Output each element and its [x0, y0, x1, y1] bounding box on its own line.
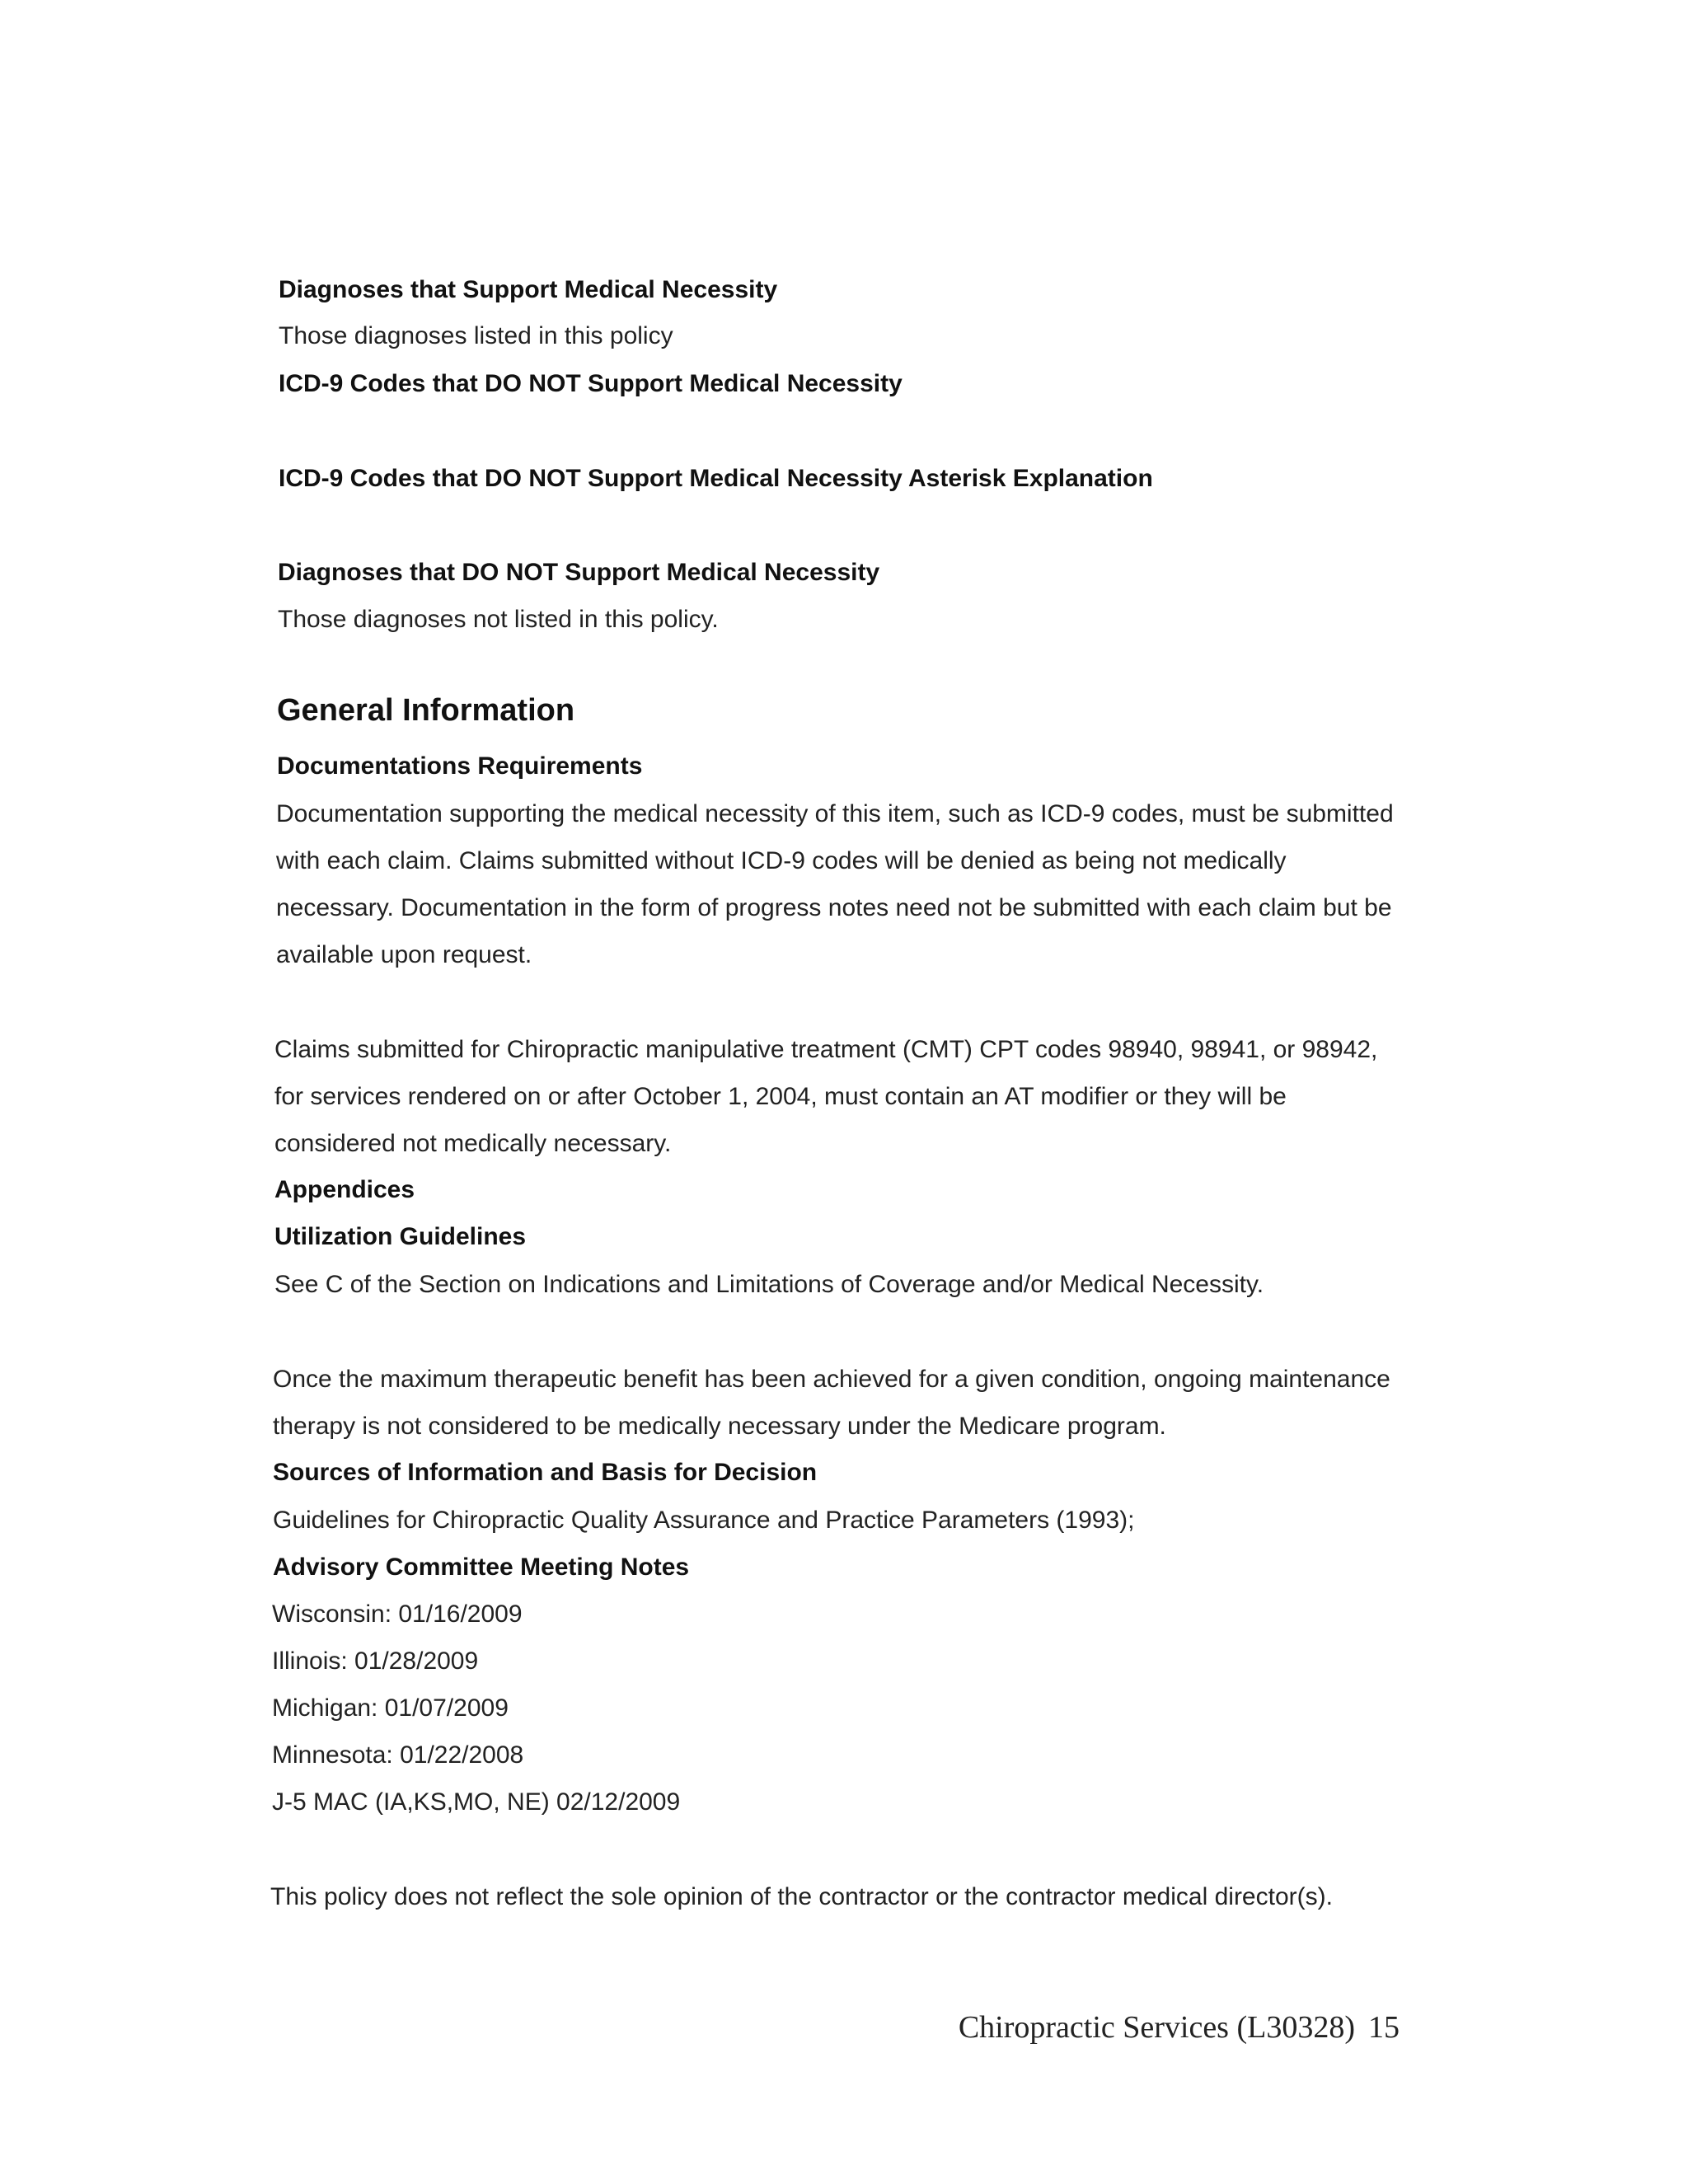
- support-heading: Diagnoses that Support Medical Necessity: [279, 276, 778, 303]
- appendices-heading: Appendices: [274, 1176, 415, 1203]
- page-footer: [959, 2009, 1400, 2046]
- advisory-item: Michigan: 01/07/2009: [272, 1694, 509, 1722]
- advisory-item: J-5 MAC (IA,KS,MO, NE) 02/12/2009: [272, 1788, 681, 1816]
- doc-req-para1-line: necessary. Documentation in the form of progress notes need not be submitted with each claim but be: [276, 894, 1392, 921]
- utilization-heading: Utilization Guidelines: [274, 1223, 527, 1250]
- doc-req-heading: Documentations Requirements: [277, 752, 643, 780]
- advisory-heading: Advisory Committee Meeting Notes: [273, 1554, 690, 1581]
- page-number: 15: [1368, 2010, 1400, 2045]
- footer-title: Chiropractic Services (L30328): [958, 2010, 1355, 2045]
- doc-req-para2-line: considered not medically necessary.: [274, 1130, 672, 1157]
- doc-req-para2-line: Claims submitted for Chiropractic manipulative treatment (CMT) CPT codes 98940, 98941, or 98942,: [274, 1036, 1378, 1063]
- sources-heading: Sources of Information and Basis for Decision: [273, 1459, 818, 1486]
- icd9-not-support-heading: ICD-9 Codes that DO NOT Support Medical Necessity: [279, 370, 903, 397]
- support-text: Those diagnoses listed in this policy: [279, 322, 673, 349]
- utilization-text: See C of the Section on Indications and Limitations of Coverage and/or Medical Necessity.: [274, 1271, 1264, 1298]
- advisory-item: Wisconsin: 01/16/2009: [272, 1601, 523, 1628]
- not-support-heading: Diagnoses that DO NOT Support Medical Necessity: [278, 559, 880, 586]
- doc-req-para2-line: for services rendered on or after October 1, 2004, must contain an AT modifier or they will be: [274, 1083, 1287, 1110]
- advisory-item: Illinois: 01/28/2009: [272, 1647, 479, 1675]
- doc-req-para1-line: Documentation supporting the medical necessity of this item, such as ICD-9 codes, must be submitted: [276, 800, 1394, 827]
- disclaimer-text: This policy does not reflect the sole opinion of the contractor or the contractor medical director(s).: [270, 1883, 1333, 1910]
- doc-req-para1-line: with each claim. Claims submitted without ICD-9 codes will be denied as being not medically: [276, 847, 1287, 874]
- doc-req-para1-line: available upon request.: [276, 941, 532, 968]
- not-support-text: Those diagnoses not listed in this policy.: [278, 606, 719, 633]
- icd9-asterisk-heading: ICD-9 Codes that DO NOT Support Medical Necessity Asterisk Explanation: [279, 465, 1153, 492]
- maintenance-para-line: Once the maximum therapeutic benefit has been achieved for a given condition, ongoing maintenance: [273, 1366, 1390, 1393]
- advisory-item: Minnesota: 01/22/2008: [272, 1741, 524, 1769]
- maintenance-para-line: therapy is not considered to be medically necessary under the Medicare program.: [273, 1413, 1166, 1440]
- sources-text: Guidelines for Chiropractic Quality Assurance and Practice Parameters (1993);: [273, 1507, 1135, 1534]
- general-info-heading: General Information: [277, 693, 575, 728]
